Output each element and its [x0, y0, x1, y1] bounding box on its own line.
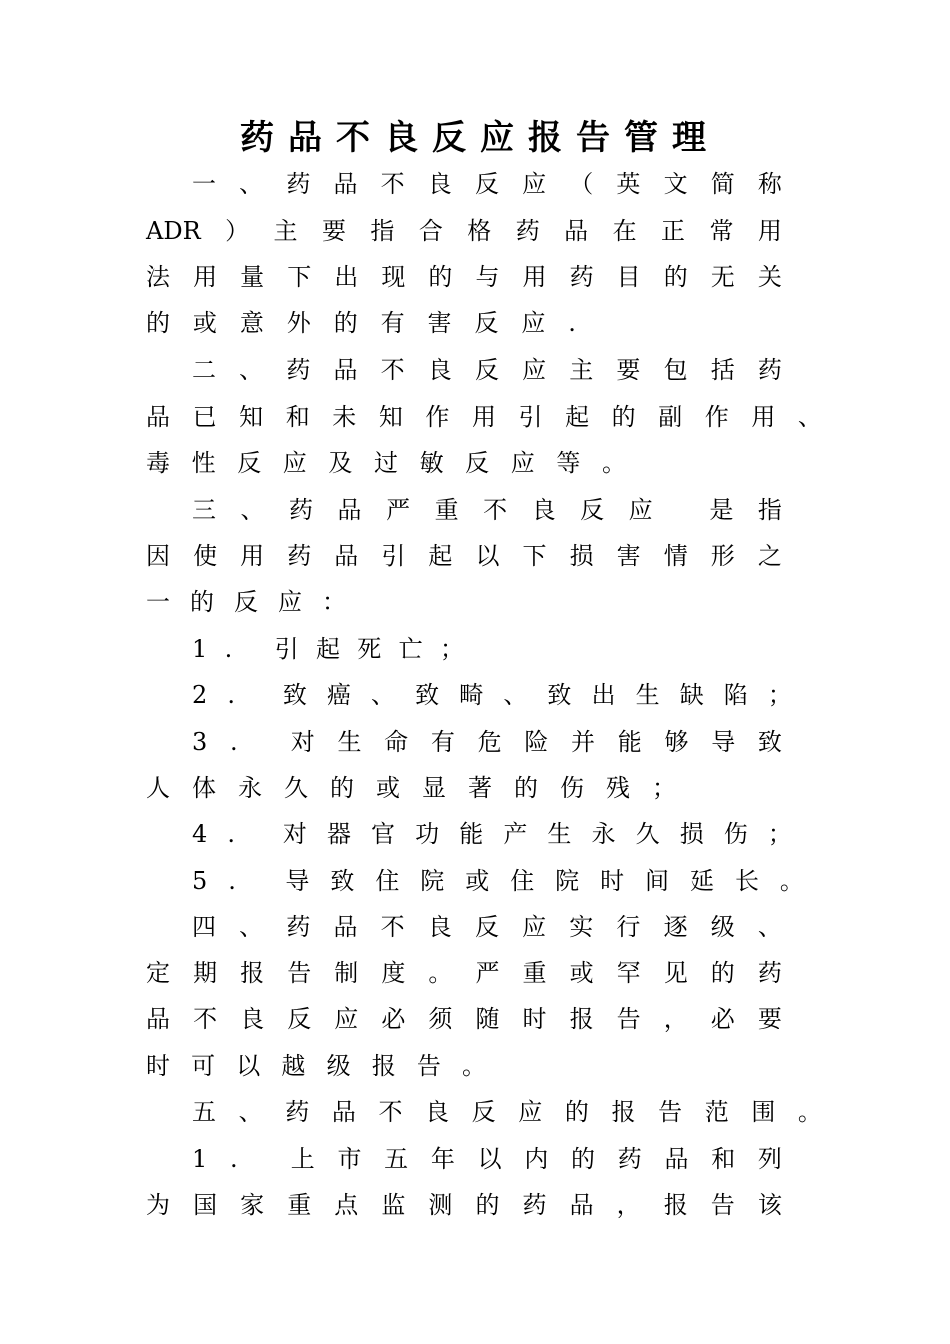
text-line: 人 体 永 久 的 或 显 著 的 伤 残 ； [146, 774, 676, 802]
text-line: 三 、 药 品 严 重 不 良 反 应 是 指 [192, 496, 782, 524]
text-line: 3 . 对 生 命 有 危 险 并 能 够 导 致 [192, 728, 782, 756]
text-line: 4 . 对 器 官 功 能 产 生 永 久 损 伤 ； [192, 820, 792, 848]
text-line: ADR ） 主 要 指 合 格 药 品 在 正 常 用 [146, 217, 782, 245]
text-line: 四 、 药 品 不 良 反 应 实 行 逐 级 、 [192, 913, 782, 941]
text-line: 一 的 反 应 ： [146, 588, 346, 616]
text-line: 品 已 知 和 未 知 作 用 引 起 的 副 作 用 、 [146, 403, 822, 431]
text-line: 5 . 导 致 住 院 或 住 院 时 间 延 长 。 [192, 867, 804, 895]
text-line: 法 用 量 下 出 现 的 与 用 药 目 的 无 关 [146, 263, 782, 291]
text-line: 时 可 以 越 级 报 告 。 [146, 1052, 486, 1080]
text-line: 为 国 家 重 点 监 测 的 药 品 ， 报 告 该 [146, 1191, 782, 1219]
document-title: 药品不良反应报告管理 [240, 118, 720, 158]
text-line: 定 期 报 告 制 度 。 严 重 或 罕 见 的 药 [146, 959, 782, 987]
text-line: 品 不 良 反 应 必 须 随 时 报 告 ， 必 要 [146, 1005, 782, 1033]
text-line: 五 、 药 品 不 良 反 应 的 报 告 范 围 。 [192, 1098, 822, 1126]
text-line: 1 . 引 起 死 亡 ； [192, 635, 464, 663]
text-line: 因 使 用 药 品 引 起 以 下 损 害 情 形 之 [146, 542, 782, 570]
text-line: 一 、 药 品 不 良 反 应 （ 英 文 简 称 [192, 170, 782, 198]
text-line: 的 或 意 外 的 有 害 反 应 . [146, 309, 576, 337]
text-line: 毒 性 反 应 及 过 敏 反 应 等 。 [146, 449, 626, 477]
text-line: 二 、 药 品 不 良 反 应 主 要 包 括 药 [192, 356, 782, 384]
text-line: 1 . 上 市 五 年 以 内 的 药 品 和 列 [192, 1145, 782, 1173]
text-line: 2 . 致 癌 、 致 畸 、 致 出 生 缺 陷 ； [192, 681, 792, 709]
